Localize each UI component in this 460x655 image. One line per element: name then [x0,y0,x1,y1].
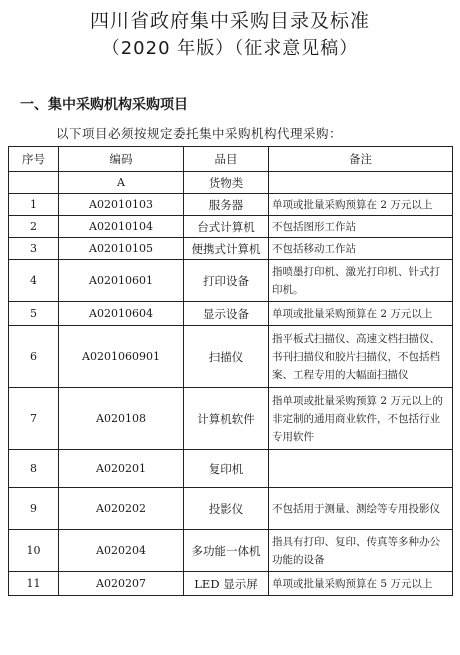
cell-remarks: 不包括图形工作站 [269,216,453,238]
cell-serial-number: 5 [9,302,59,326]
section-heading: 一、集中采购机构采购项目 [20,97,188,113]
cell-code: A020204 [59,530,184,572]
cell-serial-number: 2 [9,216,59,238]
cell-serial-number: 4 [9,260,59,302]
cell-code: A020201 [59,450,184,488]
cell-remarks: 单项或批量采购预算在 2 万元以上 [269,302,453,326]
cell-remarks: 不包括用于测量、测绘等专用投影仪 [269,488,453,530]
cell-code: A020108 [59,388,184,450]
cell-remarks: 指具有打印、复印、传真等多种办公功能的设备 [269,530,453,572]
cell-item: 台式计算机 [184,216,269,238]
header-item: 品目 [184,147,269,172]
cell-remarks: 不包括移动工作站 [269,238,453,260]
procurement-catalog-table [8,146,453,596]
cell-remarks: 单项或批量采购预算在 2 万元以上 [269,194,453,216]
cell-item: 投影仪 [184,488,269,530]
table-row [9,388,453,450]
cell-item: 显示设备 [184,302,269,326]
cell-remarks: 单项或批量采购预算在 5 万元以上 [269,572,453,596]
cell-serial-number: 11 [9,572,59,596]
cell-code: A02010604 [59,302,184,326]
header-serial-number: 序号 [9,147,59,172]
cell-item: 打印设备 [184,260,269,302]
cell-code: A020207 [59,572,184,596]
cell-remarks [269,172,453,194]
intro-paragraph: 以下项目必须按规定委托集中采购机构代理采购： [56,126,343,141]
table-row [9,260,453,302]
cell-serial-number: 10 [9,530,59,572]
table-row [9,302,453,326]
cell-remarks: 指平板式扫描仪、高速文档扫描仪、书刊扫描仪和胶片扫描仪，不包括档案、工程专用的大幅面扫描仪 [269,326,453,388]
cell-remarks: 指喷墨打印机、激光打印机、针式打印机。 [269,260,453,302]
cell-serial-number: 9 [9,488,59,530]
cell-remarks: 指单项或批量采购预算 2 万元以上的非定制的通用商业软件，不包括行业专用软件 [269,388,453,450]
table-header-row [9,147,453,172]
cell-code: A02010601 [59,260,184,302]
cell-code: A020202 [59,488,184,530]
table-row [9,172,453,194]
table-row [9,216,453,238]
cell-serial-number: 7 [9,388,59,450]
cell-serial-number: 8 [9,450,59,488]
cell-code: A0201060901 [59,326,184,388]
table-body [9,172,453,596]
cell-serial-number: 6 [9,326,59,388]
document-title: 四川省政府集中采购目录及标准 [89,10,370,32]
cell-code: A02010105 [59,238,184,260]
cell-code: A02010103 [59,194,184,216]
header-code: 编码 [59,147,184,172]
cell-serial-number: 1 [9,194,59,216]
cell-item: 计算机软件 [184,388,269,450]
cell-item: 复印机 [184,450,269,488]
cell-code: A02010104 [59,216,184,238]
cell-serial-number [9,172,59,194]
table-row [9,530,453,572]
table-row [9,326,453,388]
cell-item: LED 显示屏 [184,572,269,596]
table-row [9,194,453,216]
cell-code: A [59,172,184,194]
table-row [9,572,453,596]
cell-serial-number: 3 [9,238,59,260]
cell-item: 扫描仪 [184,326,269,388]
cell-item: 便携式计算机 [184,238,269,260]
header-remarks: 备注 [269,147,453,172]
cell-item: 货物类 [184,172,269,194]
table-row [9,450,453,488]
table-row [9,488,453,530]
table-row [9,238,453,260]
cell-item: 服务器 [184,194,269,216]
cell-item: 多功能一体机 [184,530,269,572]
document-subtitle: （2020 年版）（征求意见稿） [101,38,359,59]
cell-remarks [269,450,453,488]
